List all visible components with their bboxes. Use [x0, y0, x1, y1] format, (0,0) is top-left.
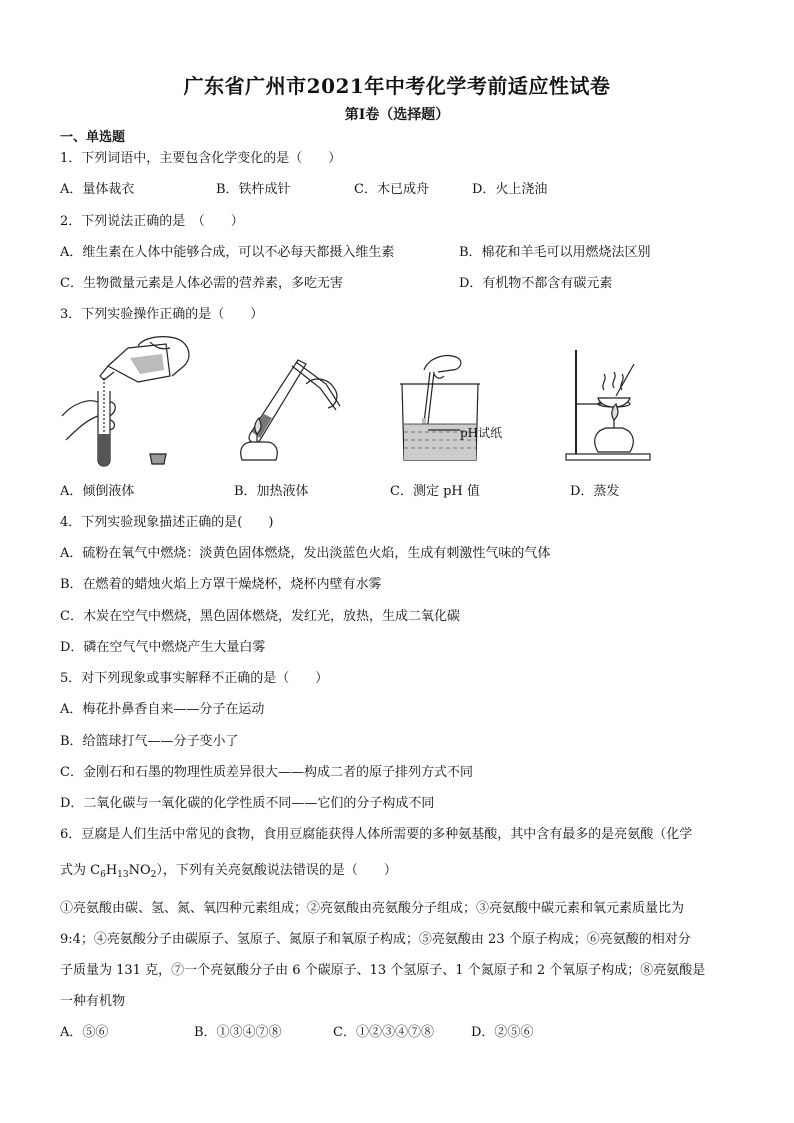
- q1-option-a: A．量体裁衣: [60, 182, 135, 197]
- q2-stem: 2．下列说法正确的是 （ ）: [60, 214, 244, 229]
- q4-option-c: C．木炭在空气中燃烧，黑色固体燃烧，发红光，放热，生成二氧化碳: [60, 609, 460, 624]
- heating-liquid-figure: [236, 350, 346, 462]
- q1-stem: 1．下列词语中，主要包含化学变化的是（ ）: [60, 151, 342, 166]
- q2-option-c: C．生物微量元素是人体必需的营养素，多吃无害: [60, 276, 343, 291]
- q6-stem-suffix: ），下列有关亮氨酸说法错误的是（ ）: [156, 863, 397, 878]
- ph-paper-label: pH试纸: [460, 426, 503, 440]
- formula-h: H: [105, 863, 118, 878]
- q1-option-d: D．火上浇油: [472, 182, 548, 197]
- q4-stem: 4．下列实验现象描述正确的是( ): [60, 515, 274, 530]
- q6-statement-line2: 9:4；④亮氨酸分子由碳原子、氢原子、氮原子和氧原子构成；⑤亮氨酸由 23 个原子构成；⑥亮氨酸的相对分: [60, 932, 691, 947]
- q5-option-d: D．二氧化碳与一氧化碳的化学性质不同——它们的分子构成不同: [60, 796, 435, 811]
- formula-sub-carbon: 6: [100, 870, 106, 880]
- q5-option-c: C．金刚石和石墨的物理性质差异很大——构成二者的原子排列方式不同: [60, 765, 473, 780]
- q2-option-b: B．棉花和羊毛可以用燃烧法区别: [459, 245, 651, 260]
- q6-statement-line3: 子质量为 131 克，⑦一个亮氨酸分子由 6 个碳原子、13 个氢原子、1 个氮原子和 2 个氧原子构成；⑧亮氨酸是: [60, 963, 706, 978]
- q5-stem: 5．对下列现象或事实解释不正确的是（ ）: [60, 671, 329, 686]
- exam-subtitle: 第I卷（选择题）: [344, 107, 450, 123]
- q6-option-a: A．⑤⑥: [60, 1025, 109, 1040]
- q6-option-b: B．①③④⑦⑧: [194, 1025, 282, 1040]
- ph-test-figure: [398, 348, 518, 466]
- q6-statement-line1: ①亮氨酸由碳、氢、氮、氧四种元素组成；②亮氨酸由亮氨酸分子组成；③亮氨酸中碳元素和氧元素质量比为: [60, 901, 685, 916]
- q6-stem-line2: [60, 862, 397, 884]
- q2-option-a: A．维生素在人体中能够合成，可以不必每天都摄入维生素: [60, 245, 395, 260]
- q3-option-b: B．加热液体: [234, 484, 309, 499]
- q2-option-d: D．有机物不都含有碳元素: [459, 276, 613, 291]
- q6-statement-line4: 一种有机物: [60, 994, 126, 1009]
- q3-option-d: D．蒸发: [570, 484, 620, 499]
- q6-stem-line1: 6．豆腐是人们生活中常见的食物，食用豆腐能获得人体所需要的多种氨基酸，其中含有最多的是亮氨酸（化学: [60, 827, 693, 842]
- q3-option-a: A．倾倒液体: [60, 484, 135, 499]
- pouring-liquid-figure: [58, 336, 198, 471]
- q6-stem-prefix: 式为 C: [60, 863, 101, 878]
- q3-option-c: C．测定 pH 值: [390, 484, 480, 499]
- formula-no: NO: [128, 863, 151, 878]
- q6-option-d: D．②⑤⑥: [471, 1025, 534, 1040]
- exam-title: 广东省广州市2021年中考化学考前适应性试卷: [183, 74, 611, 98]
- evaporation-figure: [564, 346, 654, 464]
- q1-option-c: C．木已成舟: [354, 182, 429, 197]
- formula-sub-oxygen: 2: [150, 870, 157, 880]
- q5-option-a: A．梅花扑鼻香自来——分子在运动: [60, 702, 265, 717]
- q4-option-b: B．在燃着的蜡烛火焰上方罩干燥烧杯，烧杯内壁有水雾: [60, 577, 382, 592]
- q4-option-a: A．硫粉在氧气中燃烧：淡黄色固体燃烧，发出淡蓝色火焰，生成有刺激性气味的气体: [60, 546, 551, 561]
- q1-option-b: B．铁杵成针: [216, 182, 291, 197]
- q4-option-d: D．磷在空气气中燃烧产生大量白雾: [60, 640, 266, 655]
- formula-sub-hydrogen: 13: [117, 870, 129, 880]
- section-heading: 一、单选题: [60, 130, 126, 145]
- q5-option-b: B．给篮球打气——分子变小了: [60, 734, 239, 749]
- q6-option-c: C．①②③④⑦⑧: [333, 1025, 434, 1040]
- q3-stem: 3．下列实验操作正确的是（ ）: [60, 307, 264, 322]
